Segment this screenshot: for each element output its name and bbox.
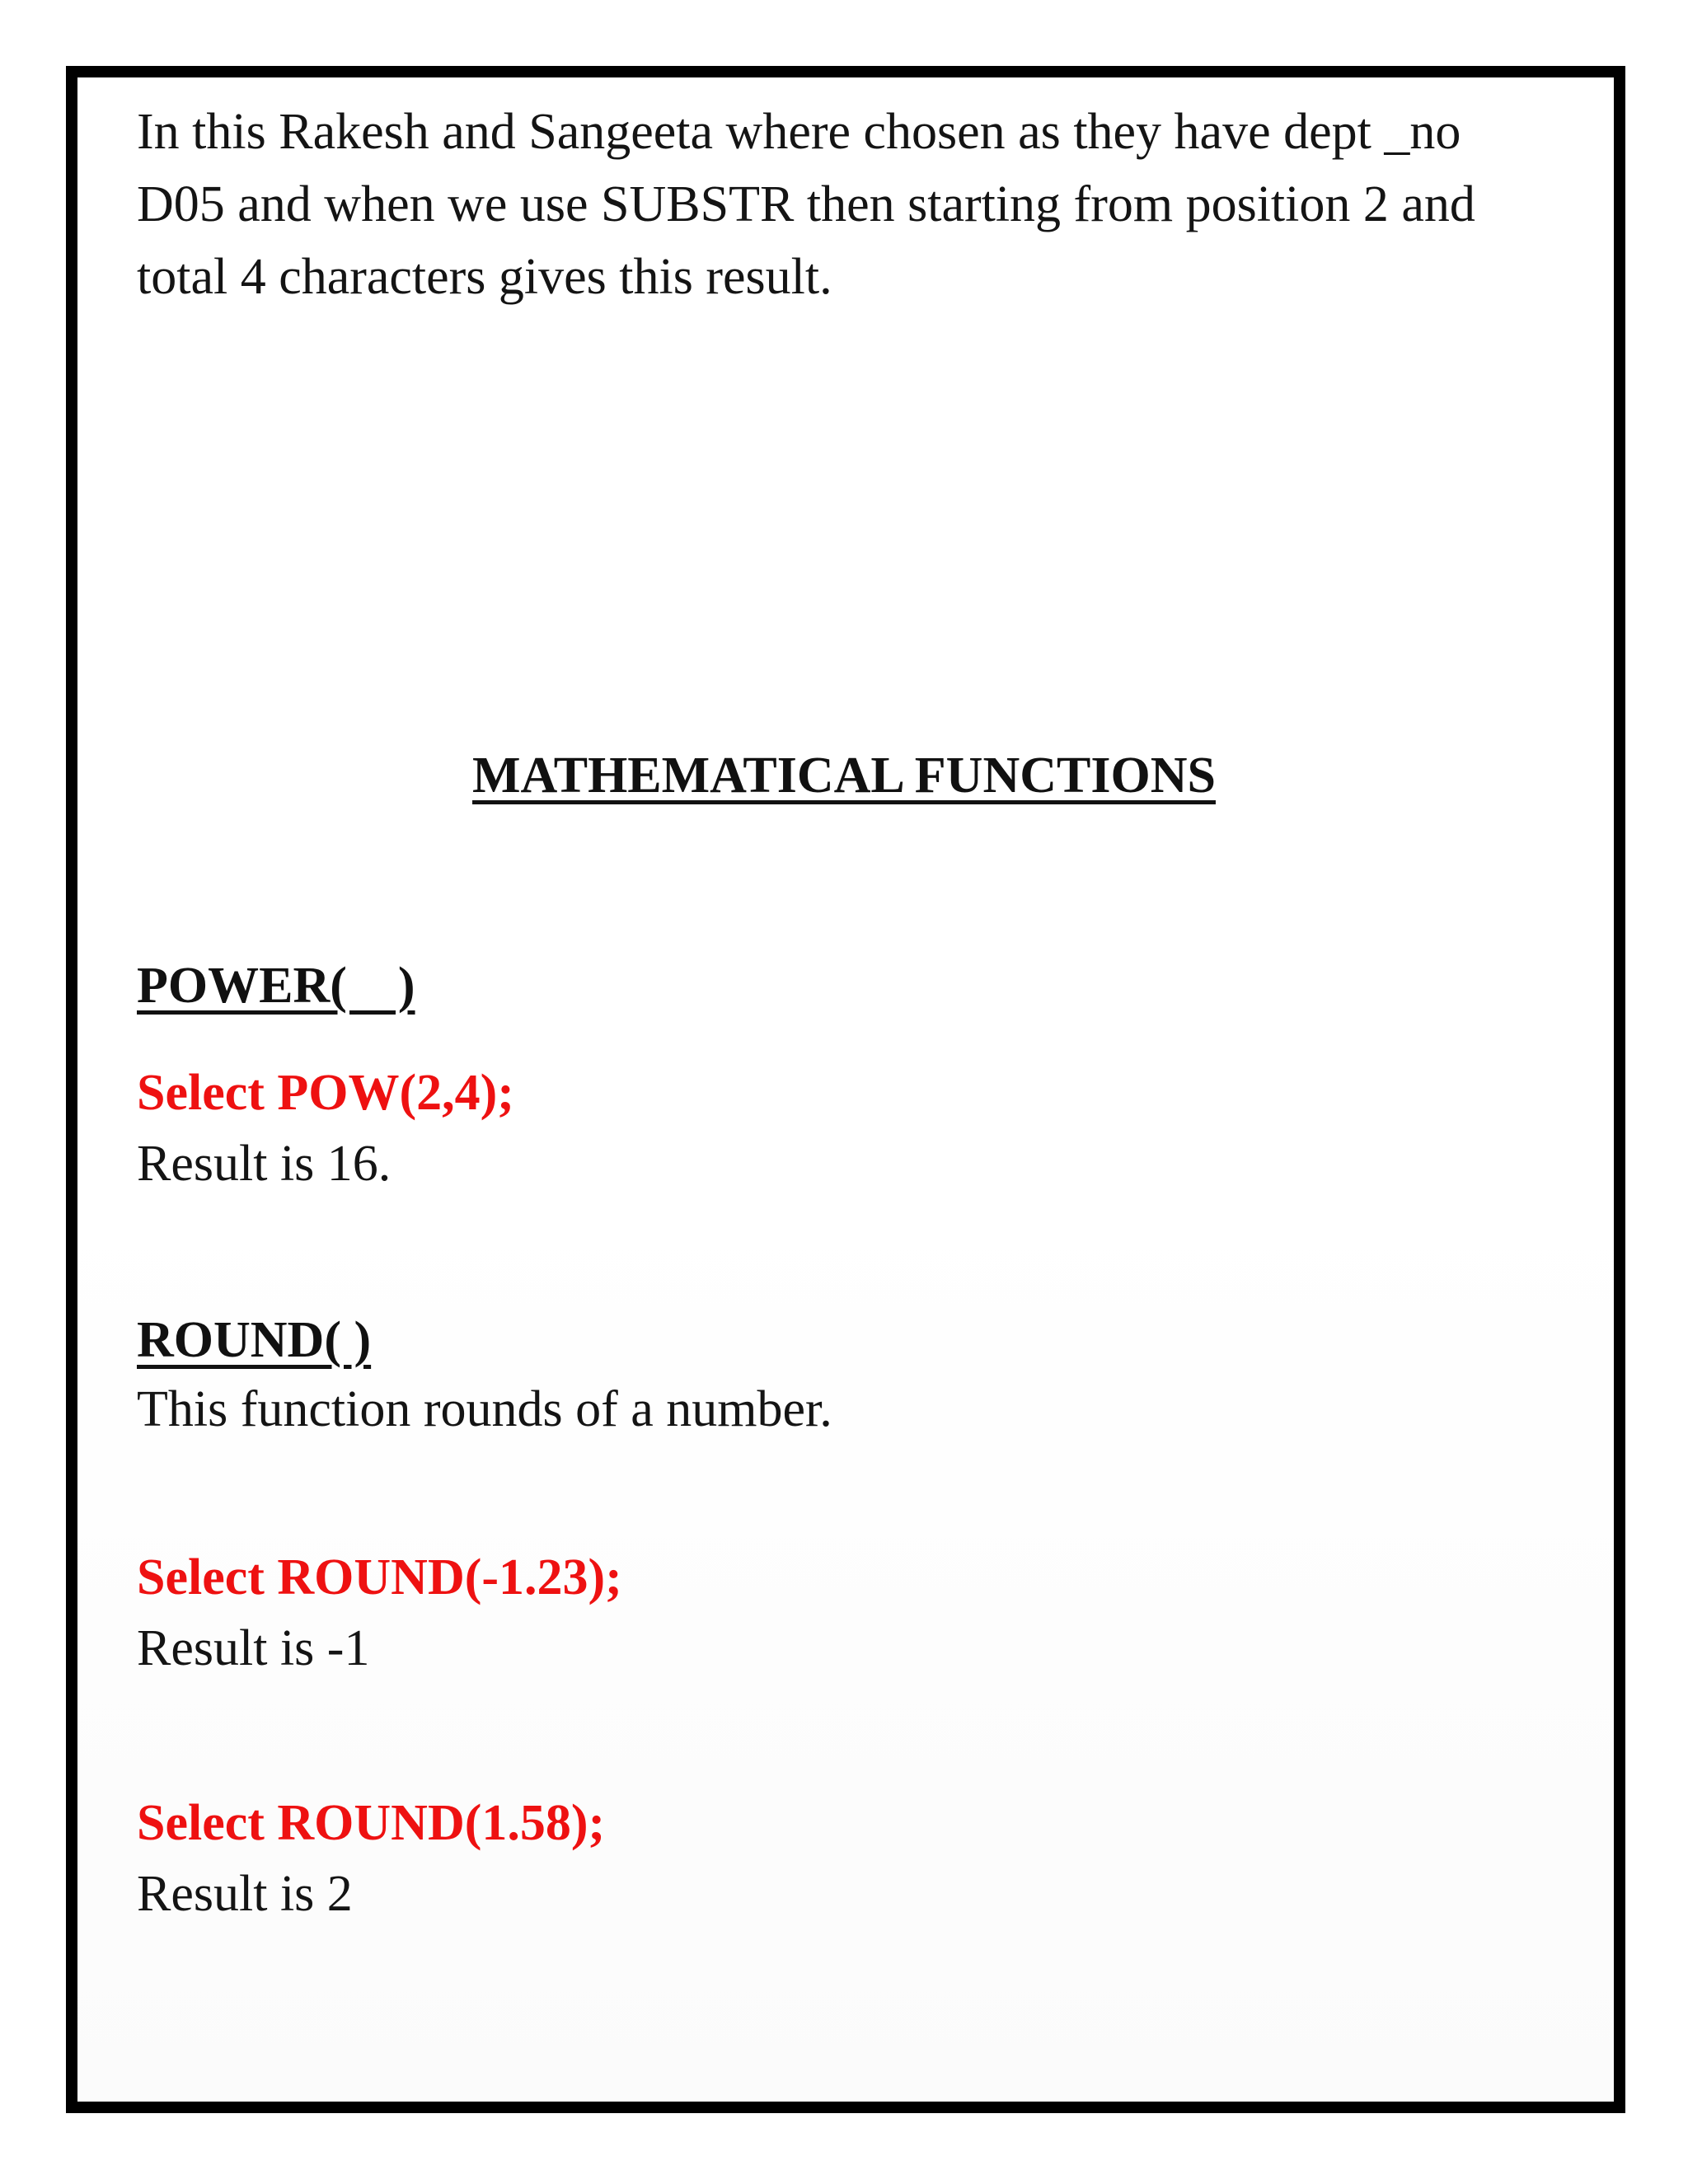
round-example-1	[137, 1544, 622, 1681]
intro-line-3: total 4 characters gives this result.	[137, 249, 832, 305]
round-result-1: Result is -1	[137, 1620, 370, 1676]
power-heading: POWER( )	[137, 958, 415, 1014]
round-section	[137, 1307, 832, 1442]
round-result-2: Result is 2	[137, 1866, 353, 1922]
power-example	[137, 1060, 514, 1197]
intro-line-2: D05 and when we use SUBSTR then starting from position 2 and	[137, 176, 1475, 232]
power-section	[137, 953, 415, 1019]
intro-line-1: In this Rakesh and Sangeeta where chosen as they have dept _no	[137, 104, 1461, 160]
round-example-2	[137, 1790, 605, 1927]
power-query: Select POW(2,4);	[137, 1065, 514, 1121]
section-title: MATHEMATICAL FUNCTIONS	[472, 748, 1216, 804]
round-heading: ROUND( )	[137, 1312, 372, 1368]
section-title-container	[0, 747, 1688, 805]
round-query-2: Select ROUND(1.58);	[137, 1795, 606, 1851]
intro-paragraph	[137, 96, 1475, 313]
round-query-1: Select ROUND(-1.23);	[137, 1549, 622, 1605]
round-description: This function rounds of a number.	[137, 1381, 832, 1437]
power-result: Result is 16.	[137, 1136, 392, 1192]
